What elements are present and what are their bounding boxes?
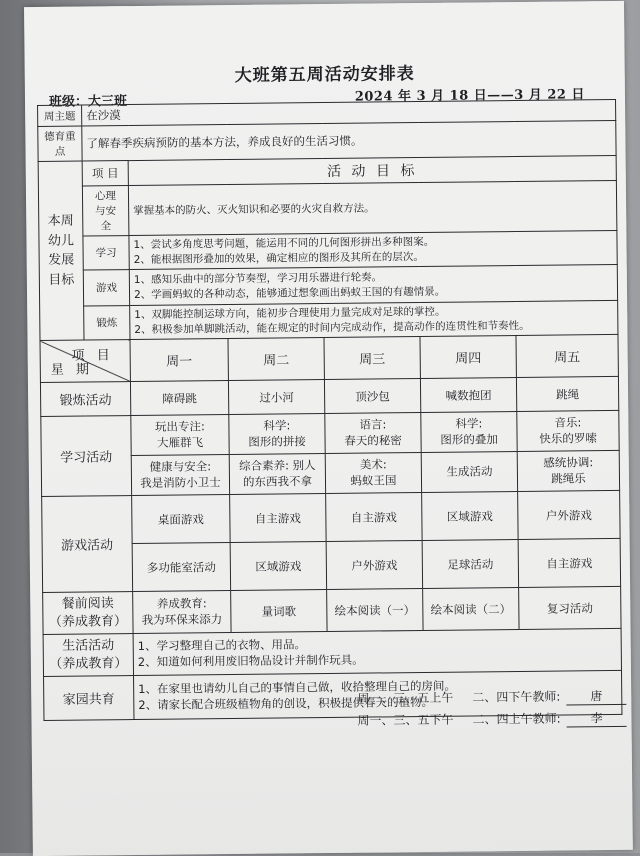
games-cell: 多功能室活动: [132, 543, 230, 592]
games-cell: 区域游戏: [230, 542, 326, 591]
games-cell: 自主游戏: [230, 494, 326, 543]
learning-cell: 生成活动: [421, 452, 517, 493]
goal-area: 心理与安全: [82, 186, 129, 236]
goals-goal-header: 活 动 目 标: [128, 155, 616, 185]
goals-item-header: 项 目: [82, 161, 128, 186]
exercise-cell: 过小河: [228, 380, 324, 415]
day-header: 周四: [420, 336, 516, 379]
games-cell: 户外游戏: [518, 490, 620, 539]
learning-cell: 美术: 蚂蚁王国: [325, 453, 421, 494]
learning-cell: 综合素养: 别人 的东西我不拿: [229, 454, 325, 495]
reading-cell: 量词歌: [231, 590, 327, 633]
learning-cell: 音乐: 快乐的罗嗦: [517, 410, 619, 451]
reading-label: 餐前阅读 （养成教育）: [43, 592, 133, 635]
life-label: 生活活动 （养成教育）: [43, 634, 133, 677]
exercise-cell: 顶沙包: [324, 379, 420, 414]
games-cell: 桌面游戏: [132, 495, 230, 544]
learning-cell: 玩出专注: 大雁群飞: [131, 415, 229, 456]
games-cell: 户外游戏: [326, 541, 422, 590]
teacher-line-2: 周一、三、五下午 二、四上午教师: 李: [357, 709, 626, 730]
day-header: 周三: [324, 337, 420, 380]
goal-text: 1、尝试多角度思考问题，能运用不同的几何图形拼出多种图案。 2、能根据图形叠加的效果，确定相应的图形及其所在的层次。: [129, 230, 617, 269]
learning-cell: 感统协调: 跳绳乐: [517, 450, 619, 491]
teacher-signature-2: 李: [567, 709, 627, 728]
games-row: [42, 490, 620, 544]
days-header-row: [40, 334, 618, 382]
goal-row: [39, 264, 617, 306]
learning-cell: 语言: 春天的秘密: [325, 413, 421, 454]
goal-text: 掌握基本的防火、灭火知识和必要的火灾自救方法。: [128, 180, 616, 235]
goal-text: 1、双脚能控制运球方向，能初步合理使用力量完成对足球的掌控。 2、积极参加单脚跳活动，能在规定的时间内完成动作，提高动作的连贯性和节奏性。: [130, 300, 618, 339]
exercise-cell: 障碍跳: [130, 381, 228, 416]
teacher-signature-1: 唐: [566, 687, 626, 706]
reading-cell: 复习活动: [519, 586, 621, 629]
date-range: 2024 年 3 月 18 日——3 月 22 日: [354, 87, 586, 105]
life-text: 1、学习整理自己的衣物、用品。 2、知道如何利用废旧物品设计并制作玩具。: [133, 628, 621, 675]
reading-row: [43, 586, 621, 634]
exercise-label: 锻炼活动: [40, 382, 130, 417]
goal-area: 锻炼: [84, 306, 130, 340]
page-title: 大班第五周活动安排表: [234, 64, 415, 86]
day-header: 周二: [228, 338, 324, 381]
goal-text: 1、感知乐曲中的部分节奏型，学习用乐器进行轮奏。 2、学画蚂蚁的各种动态，能够通过想象画出蚂蚁王国的有趣情景。: [129, 264, 617, 305]
teacher-line-1: 周一、三、五上午 二、四下午教师: 唐: [357, 687, 626, 708]
reading-cell: 养成教育: 我为环保来添力: [133, 591, 231, 634]
learning-cell: 科学: 图形的叠加: [421, 412, 517, 453]
class-label: 班级：大三班: [48, 94, 128, 110]
moral-value: 了解春季疾病预防的基本方法，养成良好的生活习惯。: [82, 120, 616, 161]
learning-row: [41, 410, 619, 456]
moral-row: [38, 120, 616, 161]
learning-cell: 科学: 图形的拼接: [229, 414, 325, 455]
learning-label: 学习活动: [41, 416, 132, 497]
exercise-cell: 跳绳: [516, 376, 618, 411]
games-cell: 自主游戏: [326, 493, 422, 542]
schedule-sheet: [24, 1, 633, 856]
schedule-table: [37, 99, 622, 721]
games-cell: 自主游戏: [518, 538, 620, 587]
goal-area: 学习: [83, 236, 129, 270]
exercise-cell: 喊数抱团: [420, 378, 516, 413]
games-cell: 区域游戏: [422, 491, 518, 540]
goals-label: 本周幼儿发展目标: [38, 161, 84, 340]
games-label: 游戏活动: [42, 496, 133, 593]
home-label: 家园共育: [44, 676, 134, 721]
moral-label: 德育重点: [38, 126, 82, 161]
corner-cell: 项 目 星 期: [40, 340, 130, 383]
reading-cell: 绘本阅读（一）: [327, 588, 423, 631]
life-row: [43, 628, 621, 676]
day-header: 周一: [130, 339, 228, 382]
theme-value: 在沙漠: [82, 99, 616, 126]
reading-cell: 绘本阅读（二）: [423, 587, 519, 630]
goal-area: 游戏: [83, 270, 129, 306]
games-cell: 足球活动: [422, 539, 518, 588]
learning-cell: 健康与安全: 我是消防小卫士: [131, 455, 229, 496]
theme-label: 周主题: [38, 105, 82, 126]
day-header: 周五: [516, 334, 618, 377]
home-text: 1、在家里也请幼儿自己的事情自己做，收拾整理自己的房间。 2、请家长配合班级植物角的创设，积极提供春天的植物。: [134, 670, 622, 719]
goal-row: [38, 180, 616, 236]
